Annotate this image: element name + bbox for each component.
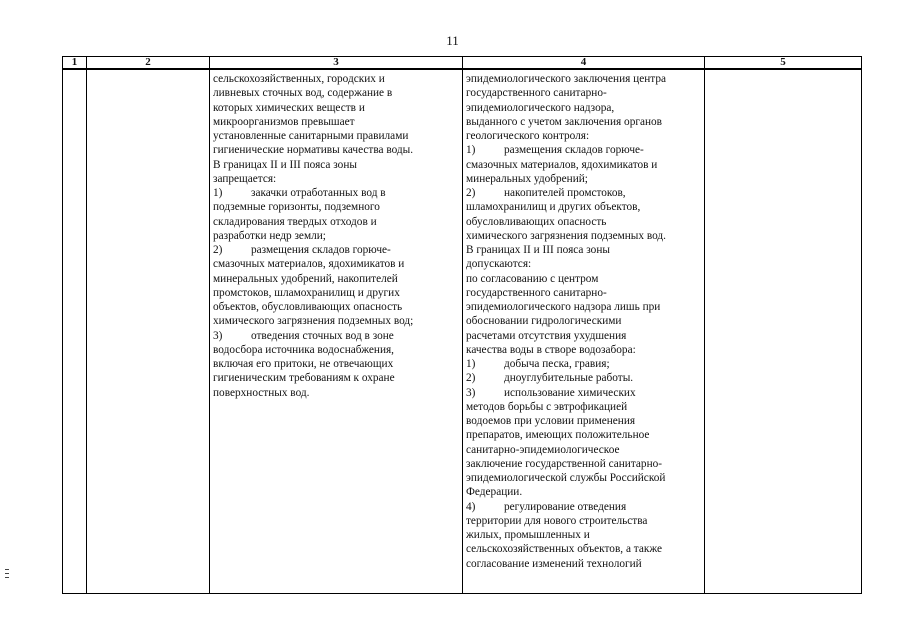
line-text: В границах II и III пояса зоны — [466, 244, 610, 256]
text-line — [466, 386, 701, 400]
column-header-1: 1 — [63, 57, 87, 70]
text-line — [466, 172, 701, 186]
line-text: по согласованию с центром — [466, 272, 599, 285]
text-line — [466, 186, 701, 200]
text-line — [213, 300, 459, 314]
line-text: размещения складов горюче- — [251, 244, 391, 256]
line-text: складирования твердых отходов и — [213, 215, 377, 228]
line-text: дноуглубительные работы. — [504, 372, 634, 385]
list-number: 2) — [466, 372, 476, 385]
text-line — [213, 357, 459, 371]
column-header-3: 3 — [210, 57, 463, 70]
line-text: накопителей промстоков, — [504, 187, 626, 199]
line-text: эпидемиологической службы Российской — [466, 472, 666, 484]
column-header-4: 4 — [463, 57, 705, 70]
text-line — [213, 129, 459, 143]
text-line — [466, 215, 701, 229]
line-text: размещения складов горюче- — [504, 144, 644, 157]
list-number: 2) — [213, 244, 223, 256]
text-line — [213, 243, 459, 257]
line-text: качества воды в створе водозабора: — [466, 343, 636, 356]
text-line — [466, 457, 701, 471]
line-text: эпидемиологического заключения центра — [466, 73, 667, 85]
page-number: 11 — [446, 33, 459, 48]
text-line — [466, 343, 701, 357]
line-text: методов борьбы с эвтрофикацией — [466, 400, 628, 413]
text-line — [466, 428, 701, 442]
line-text: смазочных материалов, ядохимикатов и — [466, 158, 658, 171]
text-line — [466, 272, 701, 286]
text-line — [466, 101, 701, 115]
text-line — [466, 314, 701, 328]
text-line — [466, 129, 701, 143]
line-text: закачки отработанных вод в — [251, 187, 386, 199]
line-text: химического загрязнения подземных вод; — [213, 315, 414, 328]
line-text: микроорганизмов превышает — [213, 115, 355, 128]
line-text: согласование изменений технологий — [466, 557, 642, 570]
list-number: 3) — [213, 329, 223, 342]
list-number: 3) — [466, 386, 476, 399]
line-text: ливневых сточных вод, содержание в — [213, 87, 393, 100]
line-text: обусловливающих опасность — [466, 215, 607, 228]
text-line — [466, 329, 701, 343]
line-text: жилых, промышленных и — [466, 529, 590, 541]
table-row — [63, 69, 862, 594]
text-line — [466, 557, 701, 571]
list-number: 4) — [466, 500, 476, 513]
line-text: В границах II и III пояса зоны — [213, 158, 357, 171]
text-line — [466, 200, 701, 214]
line-text: поверхностных вод. — [213, 386, 310, 399]
text-line — [466, 115, 701, 129]
cell-column-1 — [63, 69, 87, 594]
line-text: добыча песка, гравия; — [504, 358, 610, 370]
text-line — [466, 243, 701, 257]
line-text: гигиенические нормативы качества воды. — [213, 144, 414, 157]
line-text: водосбора источника водоснабжения, — [213, 343, 395, 356]
cell-column-3 — [210, 69, 463, 594]
line-text: использование химических — [504, 386, 636, 399]
line-text: выданного с учетом заключения органов — [466, 115, 663, 128]
text-line — [213, 229, 459, 243]
text-line — [213, 272, 459, 286]
text-line — [213, 286, 459, 300]
text-line — [466, 257, 701, 271]
text-line — [213, 257, 459, 271]
line-text: запрещается: — [213, 172, 277, 185]
text-line — [466, 357, 701, 371]
line-text: государственного санитарно- — [466, 286, 607, 299]
text-line — [213, 72, 459, 86]
text-line — [466, 542, 701, 556]
line-text: объектов, обусловливающих опасность — [213, 301, 403, 313]
line-text: водоемов при условии применения — [466, 415, 636, 427]
text-line — [466, 471, 701, 485]
text-line — [213, 215, 459, 229]
line-text: установленные санитарными правилами — [213, 130, 409, 142]
line-text: разработки недр земли; — [213, 229, 326, 242]
header-row — [63, 57, 862, 70]
line-text: минеральных удобрений; — [466, 172, 588, 185]
text-line — [213, 143, 459, 157]
line-text: химического загрязнения подземных вод. — [466, 229, 666, 242]
text-line — [466, 528, 701, 542]
text-line — [213, 115, 459, 129]
line-text: санитарно-эпидемиологическое — [466, 443, 620, 456]
text-line — [213, 101, 459, 115]
cell-column-2 — [87, 69, 210, 594]
line-text: расчетами отсутствия ухудшения — [466, 329, 627, 342]
text-line — [466, 485, 701, 499]
cell-column-4 — [463, 69, 705, 594]
line-text: регулирование отведения — [504, 500, 627, 513]
list-number: 1) — [213, 187, 223, 199]
line-text: геологического контроля: — [466, 130, 590, 142]
text-line — [466, 443, 701, 457]
line-text: отведения сточных вод в зоне — [251, 329, 394, 342]
text-line — [213, 158, 459, 172]
line-text: минеральных удобрений, накопителей — [213, 272, 398, 285]
margin-mark — [5, 569, 9, 578]
column-header-2: 2 — [87, 57, 210, 70]
text-line — [213, 314, 459, 328]
text-line — [466, 158, 701, 172]
text-line — [213, 371, 459, 385]
line-text: территории для нового строительства — [466, 514, 648, 527]
text-line — [466, 300, 701, 314]
text-line — [466, 514, 701, 528]
text-line — [466, 86, 701, 100]
list-number: 1) — [466, 144, 476, 157]
line-text: эпидемиологического надзора, — [466, 101, 615, 114]
line-text: подземные горизонты, подземного — [213, 201, 380, 214]
text-line — [466, 371, 701, 385]
text-line — [466, 229, 701, 243]
line-text: которых химических веществ и — [213, 101, 365, 114]
text-line — [466, 500, 701, 514]
text-line — [213, 200, 459, 214]
document-table — [62, 56, 862, 594]
line-text: сельскохозяйственных объектов, а также — [466, 543, 663, 556]
text-line — [213, 343, 459, 357]
text-line — [466, 400, 701, 414]
text-line — [213, 86, 459, 100]
text-line — [213, 172, 459, 186]
text-line — [466, 414, 701, 428]
line-text: допускаются: — [466, 258, 532, 271]
line-text: сельскохозяйственных, городских и — [213, 73, 385, 85]
text-line — [466, 72, 701, 86]
text-line — [213, 329, 459, 343]
text-line — [466, 143, 701, 157]
cell-column-5 — [705, 69, 862, 594]
text-line — [213, 386, 459, 400]
line-text: шламохранилищ и других объектов, — [466, 201, 641, 214]
list-number: 2) — [466, 187, 476, 199]
text-line — [466, 286, 701, 300]
line-text: заключение государственной санитарно- — [466, 457, 663, 470]
line-text: обосновании гидрологическими — [466, 315, 622, 328]
line-text: гигиеническим требованиям к охране — [213, 372, 395, 385]
list-number: 1) — [466, 358, 476, 370]
line-text: смазочных материалов, ядохимикатов и — [213, 258, 405, 271]
line-text: Федерации. — [466, 486, 523, 499]
line-text: эпидемиологического надзора лишь при — [466, 301, 661, 313]
line-text: государственного санитарно- — [466, 87, 607, 100]
line-text: промстоков, шламохранилищ и других — [213, 286, 400, 299]
column-header-5: 5 — [705, 57, 862, 70]
line-text: включая его притоки, не отвечающих — [213, 358, 394, 370]
line-text: препаратов, имеющих положительное — [466, 429, 650, 442]
text-line — [213, 186, 459, 200]
